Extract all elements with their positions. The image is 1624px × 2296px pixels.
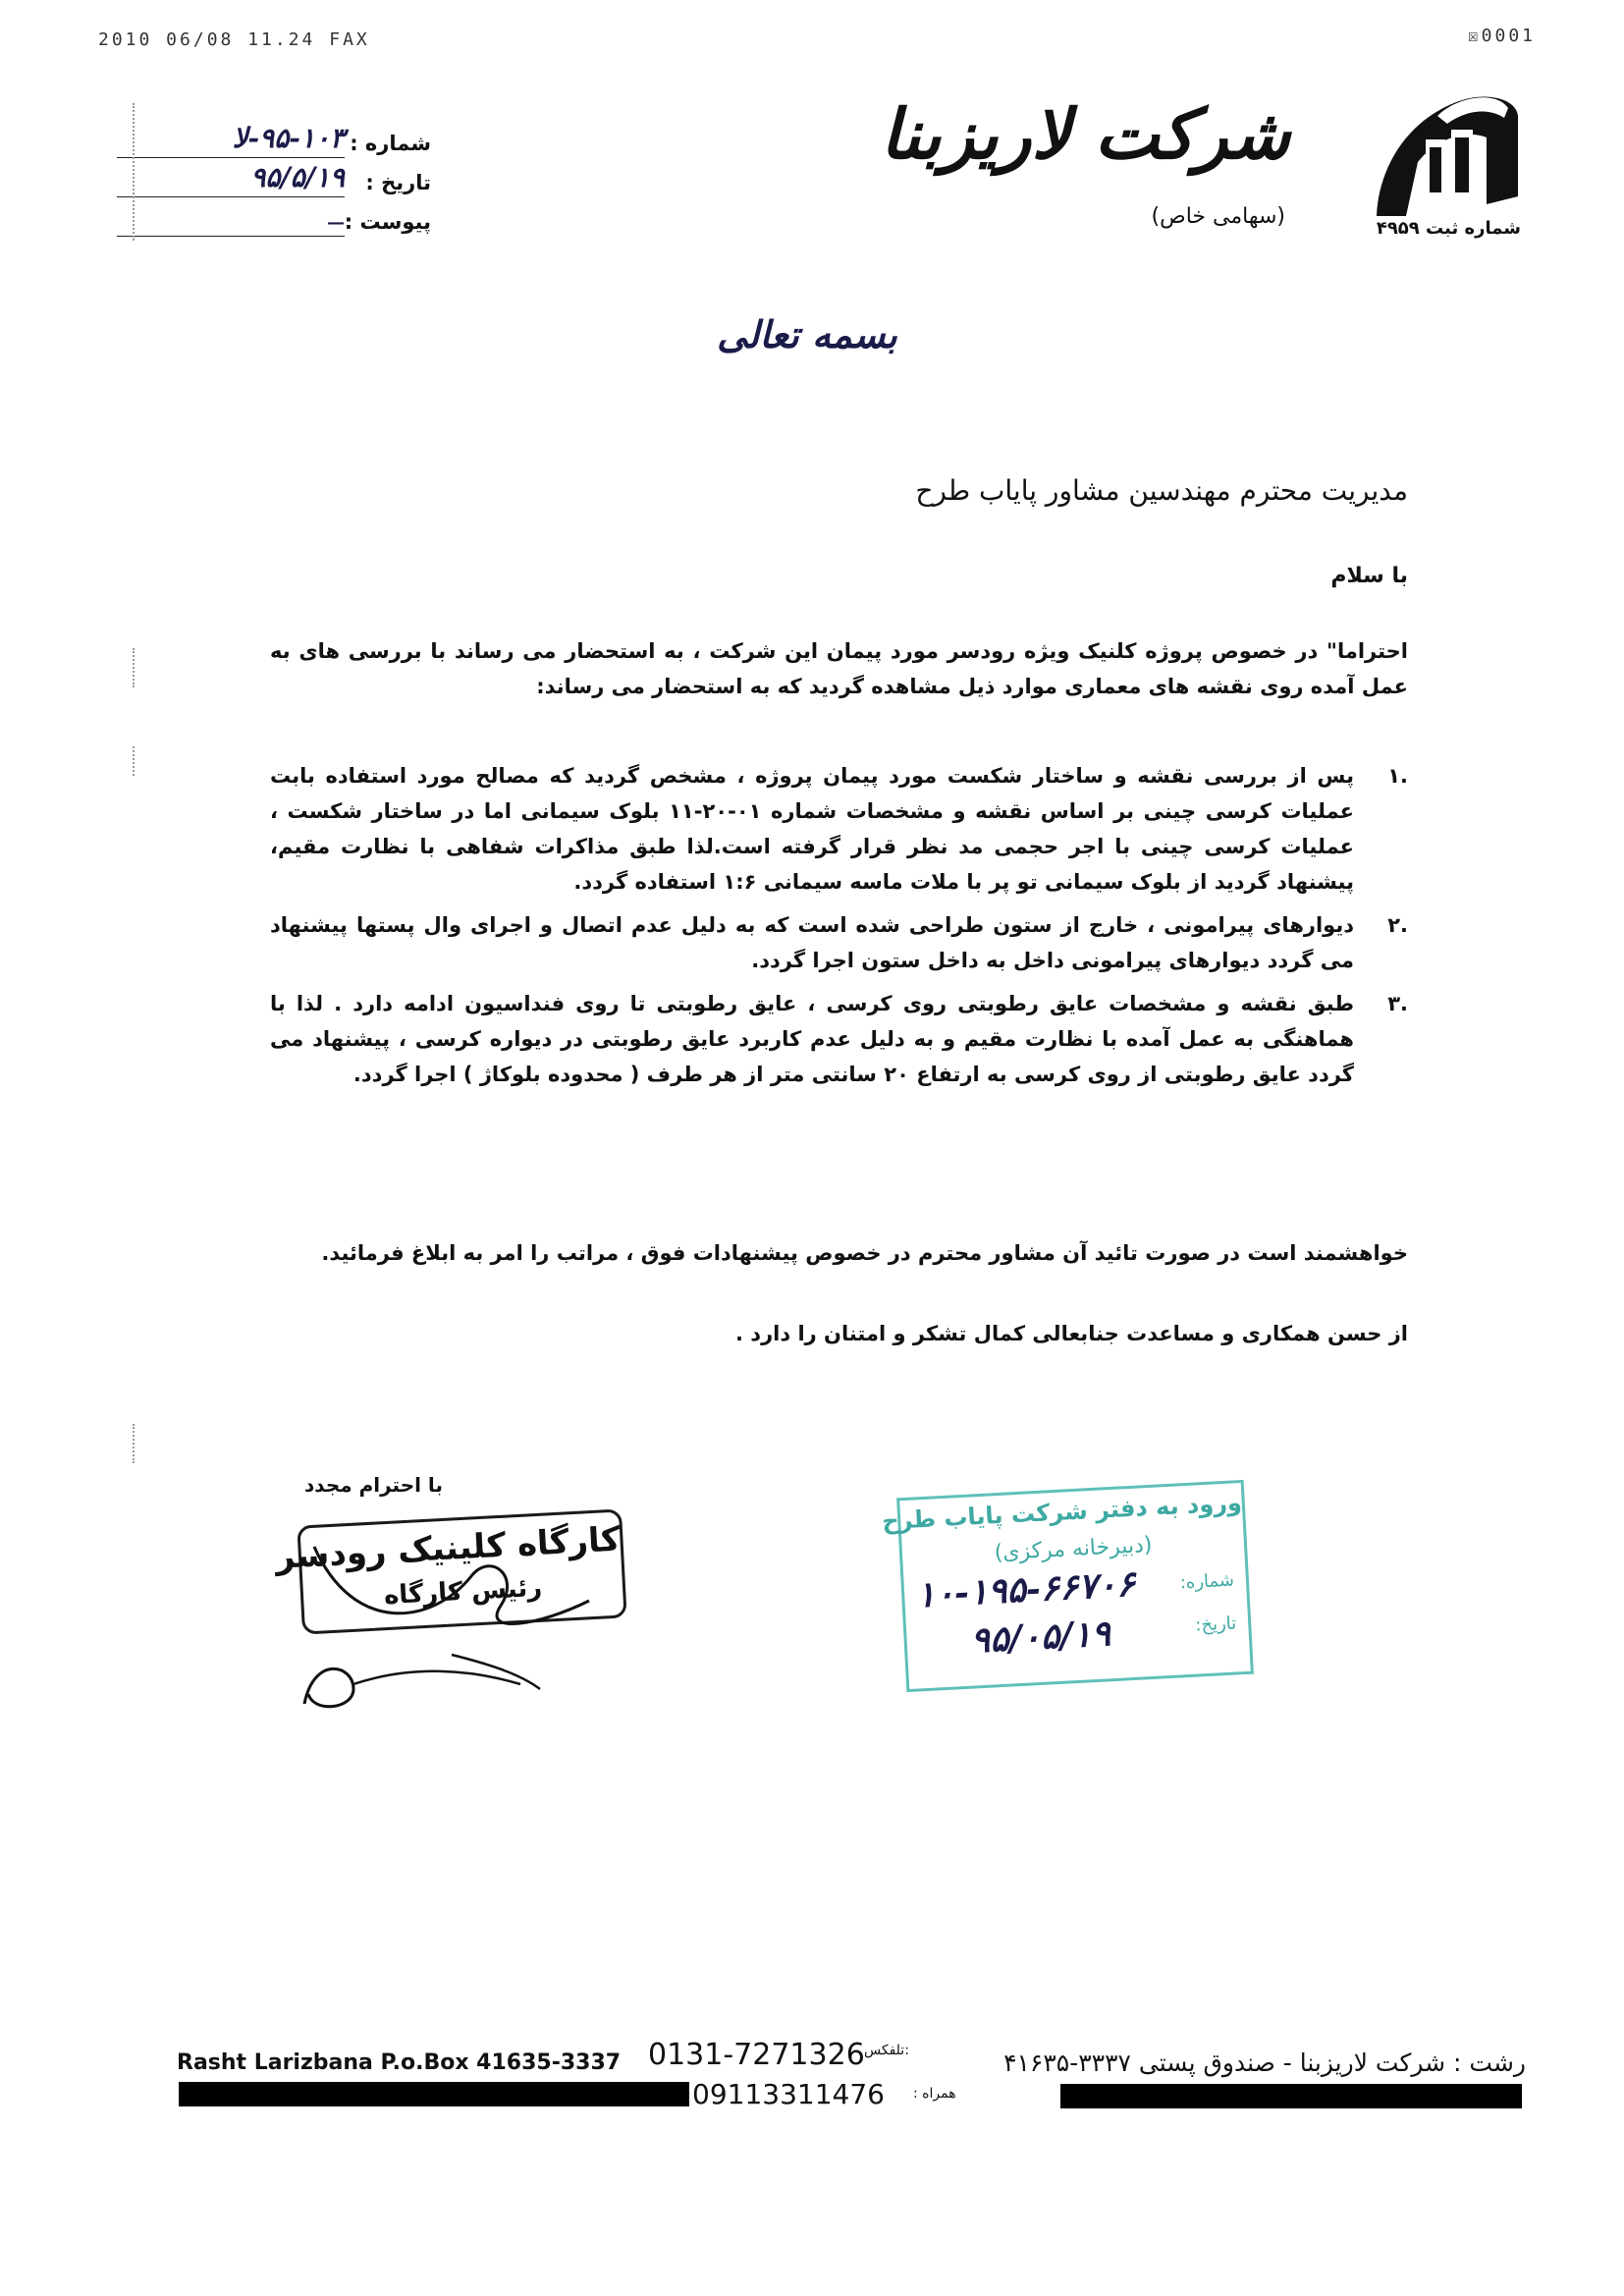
list-item [270, 758, 1408, 900]
meta-date-label: تاریخ : [365, 171, 431, 194]
meta-attachment-value: — [327, 212, 345, 233]
site-stamp-line2: رئیس کارگاه [383, 1572, 543, 1612]
footer-english-address: Rasht Larizbana P.o.Box 41635-3337 [177, 2050, 622, 2075]
received-number-label: شماره: [1179, 1569, 1235, 1594]
meta-number-value: ۹۵-۱۰۳-لا [232, 122, 345, 154]
list-item [270, 986, 1408, 1092]
meta-number-row [107, 122, 431, 165]
meta-number-label: شماره : [350, 132, 431, 155]
footer-mobile: 09113311476 [692, 2078, 885, 2110]
item-number: .۲ [1387, 913, 1408, 937]
received-number-value: ۱۰-۱۹۵-۶۶۷۰۶ [915, 1562, 1137, 1616]
fax-page-number [1468, 26, 1536, 46]
fax-header: 2010 06/08 11.24 FAX [98, 29, 370, 50]
margin-dots [133, 1424, 135, 1463]
site-stamp-line1: کارگاه کلینیک رودسر [274, 1519, 622, 1577]
margin-dots [133, 746, 135, 776]
footer-redaction [1060, 2084, 1522, 2108]
item-text: طبق نقشه و مشخصات عایق رطوبتی روی کرسی ، عایق رطوبتی تا روی فنداسیون ادامه دارد . لذا با هماهنگی به عمل آمده با نظارت مقیم و به دلیل عدم کاربرد عایق رطوبتی در دیواره کرسی ، پیشنهاد می گردد عایق رطوبتی از روی کرسی به ارتفاع ۲۰ سانتی متر از هر طرف ( محدوده بلوکاژ ) اجرا گردد. [270, 992, 1354, 1086]
item-text: دیوارهای پیرامونی ، خارج از ستون طراحی شده است که به دلیل عدم اتصال و اجرای وال پستها پیشنهاد می گردد دیوارهای پیرامونی داخل به داخل ستون اجرا گردد. [270, 913, 1354, 972]
company-logo-icon [1369, 79, 1526, 226]
fax-page-value: 0001 [1481, 26, 1536, 46]
basmala-text: بسمه تعالی [717, 312, 897, 356]
margin-dots [133, 103, 135, 241]
list-item [270, 907, 1408, 978]
meta-attachment-row [107, 204, 431, 244]
item-text: پس از بررسی نقشه و ساختار شکست مورد پیمان پروژه ، مشخص گردید که مصالح مورد استفاده بابت عملیات کرسی چینی بر اساس نقشه و مشخصات شماره ۰۱-۲۰-۱۱ بلوک سیمانی اما در ساختار شکست ، عملیات کرسی چینی با اجر حجمی مد نظر قرار گرفته است.لذا طبق مذاکرات شفاهی با نظارت مقیم، پیشنهاد گردید از بلوک سیمانی تو پر با ملات ماسه سیمانی ۱:۶ استفاده گردد. [270, 764, 1354, 894]
meta-date-line [117, 196, 345, 197]
received-stamp-subtitle: (دبیرخانه مرکزی) [994, 1532, 1154, 1566]
basmala [0, 312, 1624, 356]
footer-persian-address: رشت : شرکت لاریزبنا - صندوق پستی ۳۳۳۷-۴۱۶۳۵ [1003, 2049, 1526, 2077]
registration-number: شماره ثبت ۴۹۵۹ [1376, 218, 1521, 239]
footer-redaction [179, 2082, 689, 2106]
company-name: شرکت لاریزبنا [880, 93, 1290, 175]
received-date-label: تاریخ: [1194, 1613, 1237, 1636]
footer-telfax: 0131-7271326 [648, 2038, 865, 2072]
closing-request: خواهشمند است در صورت تائید آن مشاور محترم در خصوص پیشنهادات فوق ، مراتب را امر به ابلاغ فرمائید. [321, 1241, 1408, 1265]
letter-meta [107, 122, 431, 244]
meta-number-line [117, 157, 345, 158]
received-stamp [881, 1480, 1254, 1692]
received-stamp-title: ورود به دفتر شرکت پایاب طرح [881, 1489, 1243, 1536]
meta-date-value: ۹۵/۵/۱۹ [250, 161, 345, 193]
fax-icon: ☒ [1467, 26, 1482, 46]
recipient: مدیریت محترم مهندسین مشاور پایاب طرح [915, 474, 1408, 507]
closing-thanks: از حسن همکاری و مساعدت جنابعالی کمال تشکر و امتنان را دارد . [735, 1322, 1408, 1345]
intro-paragraph: احتراما" در خصوص پروژه کلنیک ویژه رودسر مورد پیمان این شرکت ، به استحضار می رساند با بررسی های به عمل آمده روی نقشه های معماری موارد ذیل مشاهده گردید که به استحضار می رساند: [270, 639, 1408, 698]
meta-attachment-label: پیوست : [344, 210, 431, 234]
item-number: .۱ [1387, 764, 1408, 788]
company-type: (سهامی خاص) [1151, 204, 1285, 229]
signature-scribble-icon [274, 1517, 628, 1714]
margin-dots [133, 648, 135, 687]
footer-telfax-label: :تلفکس [864, 2043, 909, 2058]
items-list [270, 758, 1408, 1100]
item-number: .۳ [1387, 992, 1408, 1015]
footer-mobile-label: همراه : [913, 2086, 956, 2102]
greeting: با سلام [1330, 564, 1408, 588]
meta-attachment-line [117, 236, 345, 237]
received-date-value: ۹۵/۰۵/۱۹ [969, 1613, 1111, 1662]
meta-date-row [107, 161, 431, 204]
regards: با احترام مجدد [304, 1473, 443, 1497]
